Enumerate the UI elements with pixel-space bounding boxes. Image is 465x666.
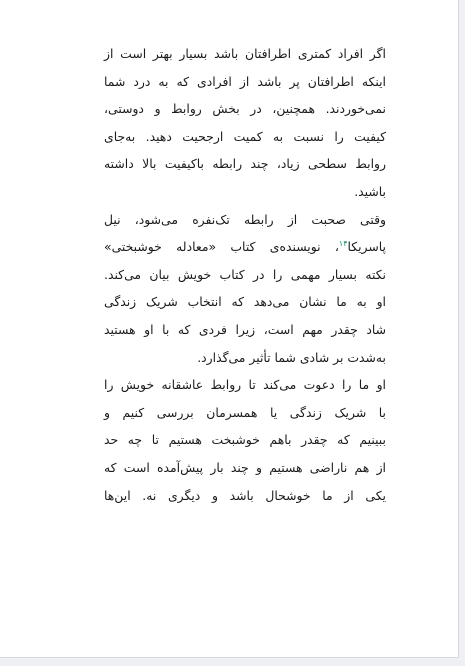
text-line: اگر افراد کمتری اطرافتان باشد بسیار بهتر است از (104, 46, 386, 61)
text-line: از هم ناراضی هستیم و چند بار پیش‌آمده است که (104, 459, 386, 475)
text-line: وقتی صحبت از رابطه تک‌نفره می‌شود، نیل (104, 211, 386, 227)
text-line: اینکه اطرافتان پر باشد از افرادی که به درد شما (104, 73, 386, 89)
paragraph-2 (104, 206, 386, 372)
text-line: او ما را دعوت می‌کند تا روابط عاشقانه خویش را (104, 377, 386, 393)
paragraph-1 (104, 40, 386, 206)
text-line: نکته بسیار مهمی را در کتاب خویش بیان می‌کند. (104, 266, 386, 282)
footnote-reference[interactable]: ۱۴ (338, 239, 348, 249)
text-line: نمی‌خوردند. همچنین، در بخش روابط و دوستی، (104, 101, 386, 117)
text-line: شاد چقدر مهم است، زیرا فردی که با او هستید (104, 321, 386, 337)
text-line: باشید. (354, 183, 386, 199)
text-fragment: ، نویسنده‌ی کتاب «معادله خوشبختی» (104, 239, 339, 255)
text-line: به‌شدت بر شادی شما تأثیر می‌گذارد. (197, 349, 386, 365)
text-line: روابط سطحی زیاد، چند رابطه باکیفیت بالا داشته (104, 156, 386, 172)
text-line (104, 233, 386, 261)
author-name: پاسریکا (347, 239, 386, 255)
text-line: با شریک زندگی یا همسرمان بررسی کنیم و (104, 404, 386, 420)
body-text (104, 40, 386, 509)
text-line: یکی از ما خوشحال باشد و دیگری نه. این‌ها (104, 487, 386, 503)
text-line: او به ما نشان می‌دهد که انتخاب شریک زندگی (104, 294, 386, 310)
text-line: ببینیم که چقدر باهم خوشبخت هستیم تا چه حد (104, 432, 386, 448)
paragraph-3 (104, 371, 386, 509)
text-line: کیفیت را نسبت به کمیت ارجحیت دهید. به‌جای (104, 128, 386, 144)
